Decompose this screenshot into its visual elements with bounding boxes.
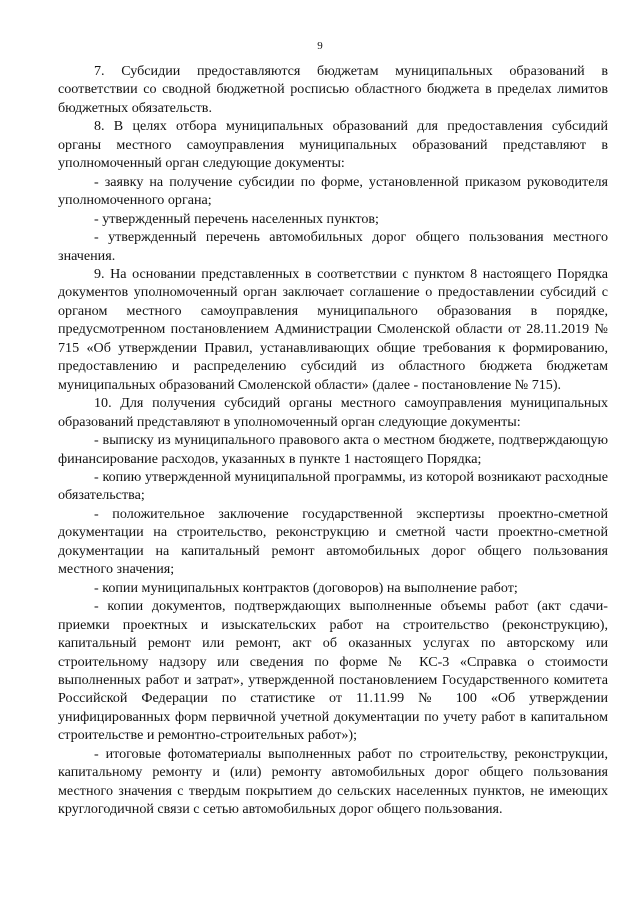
list-item: - копию утвержденной муниципальной программы, из которой возникают расходные обязательства; bbox=[58, 468, 608, 504]
list-item: - утвержденный перечень автомобильных дорог общего пользования местного значения. bbox=[58, 229, 608, 264]
list-item: - утвержденный перечень населенных пунктов; bbox=[94, 210, 379, 227]
list-item: - выписку из муниципального правового акта о местном бюджете, подтверждающую финансирование расходов, указанных в пункте 1 настоящего Порядка; bbox=[58, 432, 608, 467]
list-item: - итоговые фотоматериалы выполненных работ по строительству, реконструкции, капитальному ремонту и (или) ремонту автомобильных дорог общего пользования местного значения с твердым покрытием до сельских населенных пунктов, не имеющих круглогодичной связи с сетью автомобильных дорог общего пользования. bbox=[58, 745, 608, 818]
page-number: 9 bbox=[317, 40, 323, 52]
paragraph-10: 10. Для получения субсидий органы местного самоуправления муниципальных образований представляют в уполномоченный орган следующие документы: bbox=[58, 395, 608, 430]
list-item: - копии документов, подтверждающих выполненные объемы работ (акт сдачи-приемки проектных и изыскательских работ на строительство (реконструкцию), капитальный ремонт или ремонт, акт об оказанных услугах по авторскому или строительному надзору или сведения по форме № КС-3 «Справка о стоимости выполненных работ и затрат», утвержденной постановлением Государственного комитета Российской Федерации по статистике от 11.11.99 № 100 «Об утверждении унифицированных форм первичной учетной документации по учету работ в капитальном строительстве и ремонтно-строительных работ»); bbox=[58, 598, 608, 744]
list-item: - заявку на получение субсидии по форме, установленной приказом руководителя уполномоченного органа; bbox=[58, 173, 608, 209]
paragraph-8: 8. В целях отбора муниципальных образований для предоставления субсидий органы местного самоуправления муниципальных образований представляют в уполномоченный орган следующие документы: bbox=[58, 118, 608, 172]
document-body bbox=[58, 62, 608, 819]
paragraph-7: 7. Субсидии предоставляются бюджетам муниципальных образований в соответствии со сводной бюджетной росписью областного бюджета в пределах лимитов бюджетных обязательств. bbox=[58, 63, 608, 116]
list-item: - копии муниципальных контрактов (договоров) на выполнение работ; bbox=[94, 579, 518, 596]
paragraph-9: 9. На основании представленных в соответствии с пунктом 8 настоящего Порядка документов уполномоченный орган заключает соглашение о предоставлении субсидий с органом местного самоуправления муниципального образования в порядке, предусмотренном постановлением Администрации Смоленской области от 28.11.2019 № 715 «Об утверждении Правил, устанавливающих общие требования к формированию, предоставлению и распределению субсидий из областного бюджета бюджетам муниципальных образований Смоленской области» (далее - постановление № 715). bbox=[58, 265, 608, 393]
list-item: - положительное заключение государственной экспертизы проектно-сметной документации на строительство, реконструкцию и сметной части проектно-сметной документации на капитальный ремонт автомобильных дорог общего пользования местного значения; bbox=[58, 505, 608, 578]
